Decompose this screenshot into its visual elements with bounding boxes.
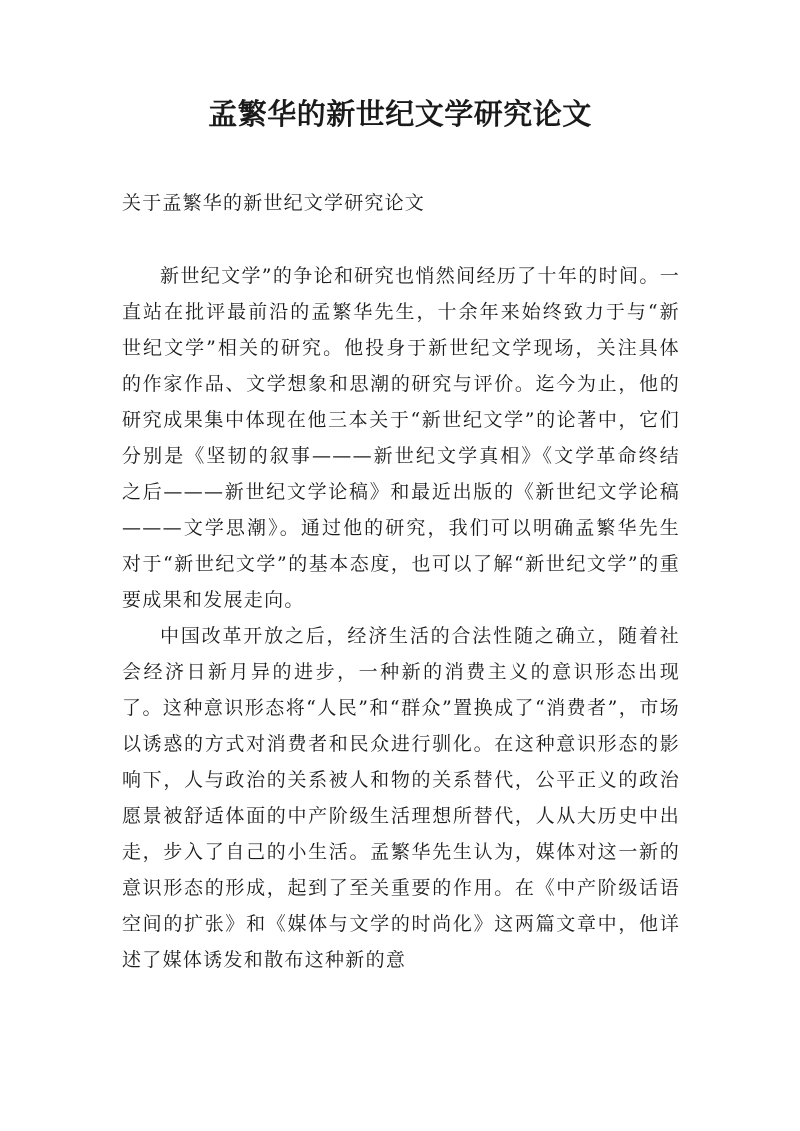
paragraph: 中国改革开放之后，经济生活的合法性随之确立，随着社会经济日新月异的进步，一种新的消费主义的意识形态出现了。这种意识形态将“人民”和“群众”置换成了“消费者”，市场以诱惑的方式对消费者和民众进行驯化。在这种意识形态的影响下，人与政治的关系被人和物的关系替代，公平正义的政治愿景被舒适体面的中产阶级生活理想所替代，人从大历史中出走，步入了自己的小生活。孟繁华先生认为，媒体对这一新的意识形态的形成，起到了至关重要的作用。在《中产阶级话语空间的扩张》和《媒体与文学的时尚化》这两篇文章中，他详述了媒体诱发和散布这种新的意: [122, 625, 680, 971]
document-body: [122, 258, 680, 978]
document-subtitle: 关于孟繁华的新世纪文学研究论文: [122, 192, 426, 214]
document-title: 孟繁华的新世纪文学研究论文: [208, 97, 592, 131]
paragraph: 新世纪文学”的争论和研究也悄然间经历了十年的时间。一直站在批评最前沿的孟繁华先生，十余年来始终致力于与“新世纪文学”相关的研究。他投身于新世纪文学现场，关注具体的作家作品、文学想象和思潮的研究与评价。迄今为止，他的研究成果集中体现在他三本关于“新世纪文学”的论著中，它们分别是《坚韧的叙事———新世纪文学真相》《文学革命终结之后———新世纪文学论稿》和最近出版的《新世纪文学论稿———文学思潮》。通过他的研究，我们可以明确孟繁华先生对于“新世纪文学”的基本态度，也可以了解“新世纪文学”的重要成果和发展走向。: [122, 265, 680, 611]
